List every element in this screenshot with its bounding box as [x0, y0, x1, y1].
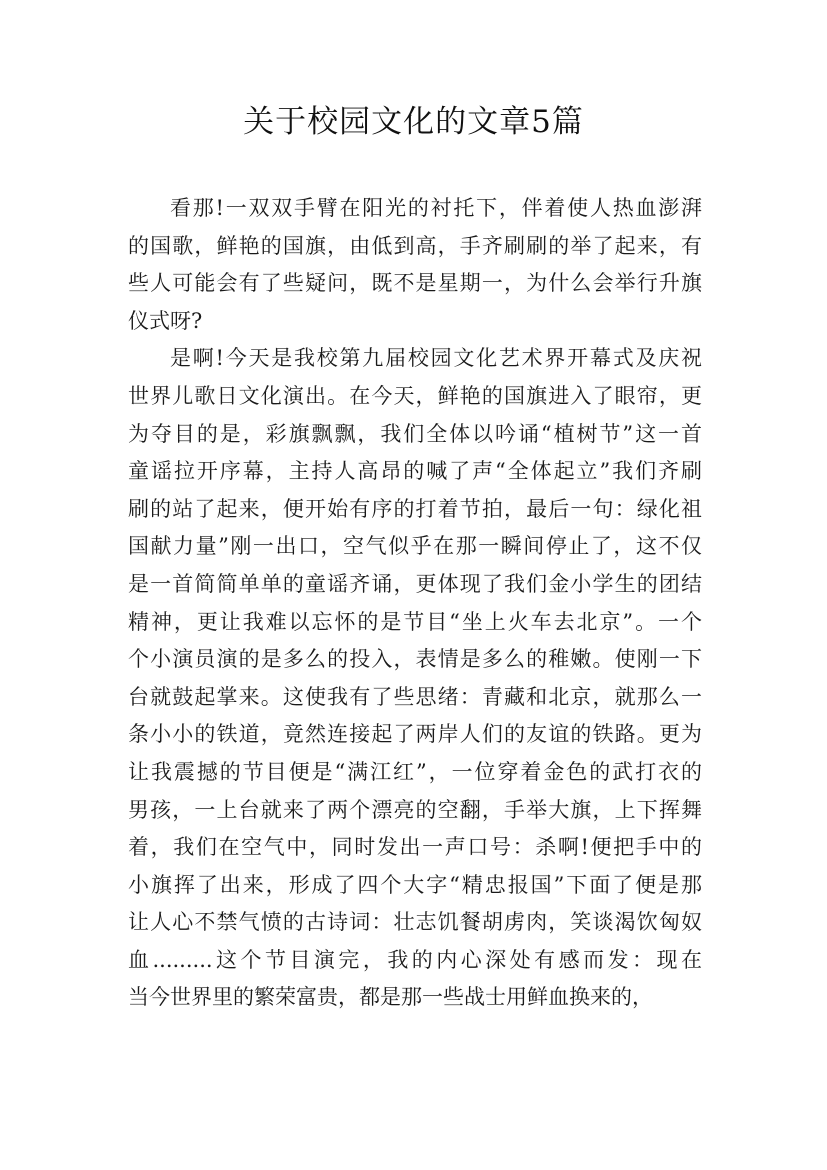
text-line: 台就鼓起掌来。这使我有了些思绪：青藏和北京，就那么一: [128, 684, 702, 709]
text-line: 当今世界里的繁荣富贵，都是那一些战士用鲜血换来的，: [128, 985, 653, 1010]
paragraph-2: [128, 340, 702, 1017]
text-line: 条小小的铁道，竟然连接起了两岸人们的友谊的铁路。更为: [128, 722, 702, 747]
text-line: 的国歌，鲜艳的国旗，由低到高，手齐刷刷的举了起来，有: [128, 233, 702, 258]
text-line: 着，我们在空气中，同时发出一声口号：杀啊!便把手中的: [128, 835, 702, 860]
text-line: 童谣拉开序幕，主持人高昂的喊了声“全体起立”我们齐刷: [128, 459, 702, 484]
text-line: 些人可能会有了些疑问，既不是星期一，为什么会举行升旗: [128, 271, 702, 296]
text-line: 国献力量”刚一出口，空气似乎在那一瞬间停止了，这不仅: [128, 534, 702, 559]
text-line: 刷的站了起来，便开始有序的打着节拍，最后一句：绿化祖: [128, 496, 702, 521]
text-line: 让我震撼的节目便是“满江红”，一位穿着金色的武打衣的: [128, 759, 702, 784]
paragraph-1: [128, 190, 702, 340]
text-line: 看那!一双双手臂在阳光的衬托下，伴着使人热血澎湃: [170, 196, 702, 220]
text-line: 男孩，一上台就来了两个漂亮的空翻，手举大旗，上下挥舞: [128, 797, 702, 822]
text-line: 小旗挥了出来，形成了四个大字“精忠报国”下面了便是那: [128, 872, 702, 897]
text-line: 是啊!今天是我校第九届校园文化艺术界开幕式及庆祝: [170, 346, 702, 371]
text-line: 让人心不禁气愤的古诗词：壮志饥餐胡虏肉，笑谈渴饮匈奴: [128, 910, 702, 935]
text-line: 是一首简简单单的童谣齐诵，更体现了我们金小学生的团结: [128, 571, 702, 596]
document-title: 关于校园文化的文章5篇: [243, 104, 584, 140]
text-line: 仪式呀?: [128, 308, 203, 333]
document-body: [128, 190, 702, 1017]
text-line: 个小演员演的是多么的投入，表情是多么的稚嫩。使刚一下: [128, 647, 702, 672]
text-line: 为夺目的是，彩旗飘飘，我们全体以吟诵“植树节”这一首: [128, 421, 702, 446]
text-line: 精神，更让我难以忘怀的是节目“坐上火车去北京”。一个: [128, 609, 702, 634]
text-line: 世界儿歌日文化演出。在今天，鲜艳的国旗进入了眼帘，更: [128, 383, 702, 408]
text-line: 血.........这个节目演完，我的内心深处有感而发：现在: [128, 947, 702, 972]
